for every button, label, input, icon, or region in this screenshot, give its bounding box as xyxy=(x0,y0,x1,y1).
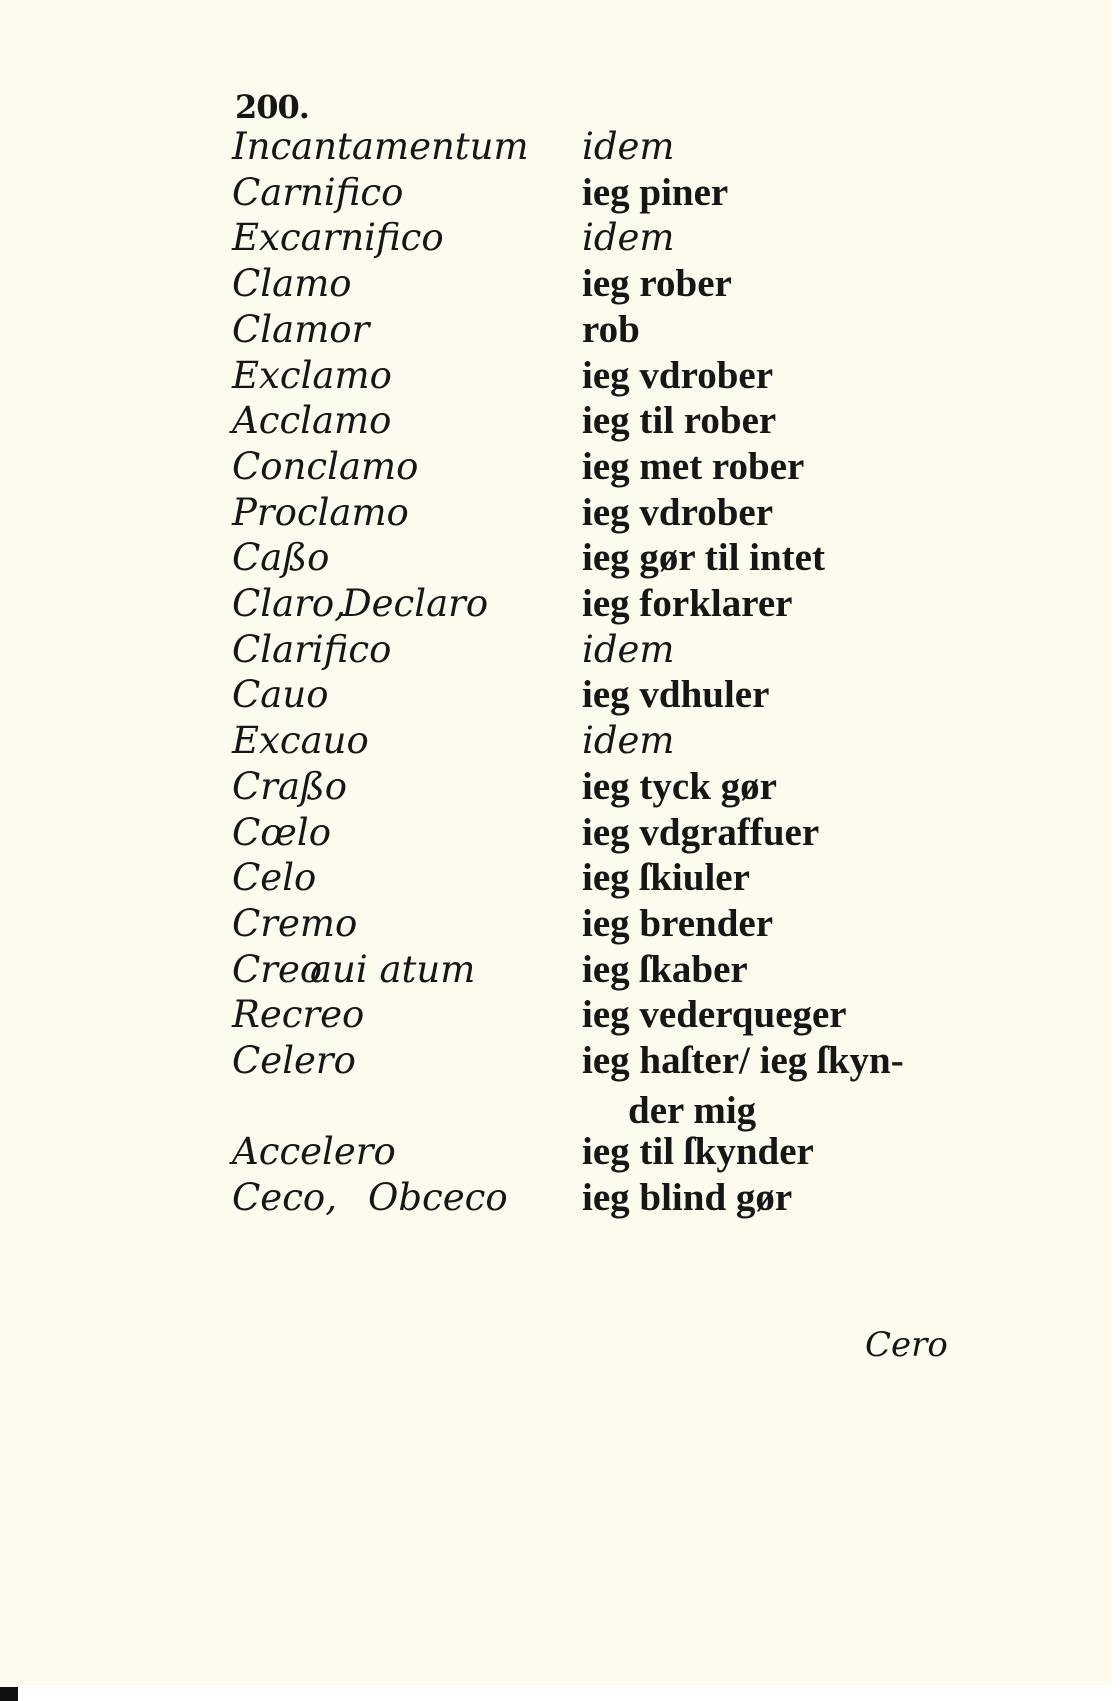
latin-term-secondary: Declaro xyxy=(342,582,489,625)
scan-edge-mark xyxy=(0,1687,18,1701)
danish-translation: ieg tyck gør xyxy=(582,764,777,808)
danish-translation: idem xyxy=(582,216,675,260)
danish-translation-continued: der mig xyxy=(628,1089,757,1132)
latin-term: Incantamentum xyxy=(232,125,529,168)
latin-term: Clamor xyxy=(232,307,370,351)
vocabulary-entry xyxy=(0,762,1112,812)
vocabulary-entry xyxy=(0,808,1112,858)
vocabulary-entry xyxy=(0,396,1112,446)
vocabulary-entry xyxy=(0,716,1112,766)
latin-term: Carnifico xyxy=(232,170,404,214)
latin-term: Cœlo xyxy=(232,810,332,854)
vocabulary-entry xyxy=(0,533,1112,583)
latin-term: Acclamo xyxy=(232,399,392,443)
danish-translation: ieg vdrober xyxy=(582,490,774,534)
danish-translation: idem xyxy=(582,125,675,168)
latin-term: Excarnifico xyxy=(232,216,444,260)
danish-translation: ieg piner xyxy=(582,170,729,214)
vocabulary-entry xyxy=(0,122,1112,172)
danish-translation: ieg til rober xyxy=(582,399,777,443)
latin-term: Caßo xyxy=(232,536,330,580)
latin-term: Cremo xyxy=(232,901,358,945)
latin-term: Clamo xyxy=(232,262,352,306)
latin-term: Celo xyxy=(232,856,317,900)
danish-translation: ieg vederqueger xyxy=(582,993,847,1037)
latin-term: Excauo xyxy=(232,719,369,763)
danish-translation: ieg ſkaber xyxy=(582,947,748,991)
latin-term: Claro, xyxy=(232,582,346,625)
latin-term: Craßo xyxy=(232,764,348,808)
scan-margin-right xyxy=(1112,0,1120,1701)
scan-margin-bottom xyxy=(0,1685,1120,1701)
vocabulary-entry xyxy=(0,670,1112,720)
vocabulary-entry xyxy=(0,579,1112,629)
danish-translation: ieg gør til intet xyxy=(582,536,825,580)
danish-translation: idem xyxy=(582,719,675,763)
latin-term: Exclamo xyxy=(232,353,392,397)
page-number: 200. xyxy=(235,88,309,126)
vocabulary-entry xyxy=(0,1173,1112,1223)
vocabulary-entry xyxy=(0,945,1112,995)
vocabulary-entry xyxy=(0,488,1112,538)
latin-term: Conclamo xyxy=(232,444,419,488)
vocabulary-entry xyxy=(0,853,1112,903)
latin-term-secondary: aui atum xyxy=(310,947,476,991)
vocabulary-entry xyxy=(0,625,1112,675)
vocabulary-entry xyxy=(0,259,1112,309)
catchword: Cero xyxy=(865,1325,948,1365)
vocabulary-entry xyxy=(0,990,1112,1040)
vocabulary-entry xyxy=(0,213,1112,263)
latin-term-secondary: Obceco xyxy=(368,1176,508,1220)
vocabulary-entry xyxy=(0,1036,1112,1132)
vocabulary-entry xyxy=(0,351,1112,401)
vocabulary-entry xyxy=(0,1127,1112,1177)
danish-translation: ieg haſter/ ieg ſkyn- xyxy=(582,1039,904,1082)
vocabulary-entry xyxy=(0,899,1112,949)
danish-translation: ieg met rober xyxy=(582,444,805,488)
vocabulary-entry xyxy=(0,442,1112,492)
danish-translation: ieg blind gør xyxy=(582,1176,793,1220)
latin-term: Ceco, xyxy=(232,1176,337,1220)
danish-translation: ieg vdhuler xyxy=(582,673,770,717)
danish-translation: ieg ſkiuler xyxy=(582,856,750,900)
vocabulary-entry xyxy=(0,305,1112,355)
latin-term: Accelero xyxy=(232,1130,396,1174)
danish-translation: ieg forklarer xyxy=(582,582,793,625)
danish-translation: ieg brender xyxy=(582,901,774,945)
latin-term: Recreo xyxy=(232,993,365,1037)
vocabulary-entry xyxy=(0,168,1112,218)
danish-translation: ieg vdrober xyxy=(582,353,774,397)
latin-term: Cauo xyxy=(232,673,329,717)
danish-translation: ieg til ſkynder xyxy=(582,1130,814,1174)
danish-translation: ieg rober xyxy=(582,262,732,306)
danish-translation: rob xyxy=(582,307,640,351)
danish-translation: ieg vdgraffuer xyxy=(582,810,820,854)
latin-term: Creo xyxy=(232,947,323,991)
latin-term: Clarifico xyxy=(232,627,392,671)
latin-term: Proclamo xyxy=(232,490,409,534)
danish-translation: idem xyxy=(582,627,675,671)
latin-term: Celero xyxy=(232,1039,356,1082)
